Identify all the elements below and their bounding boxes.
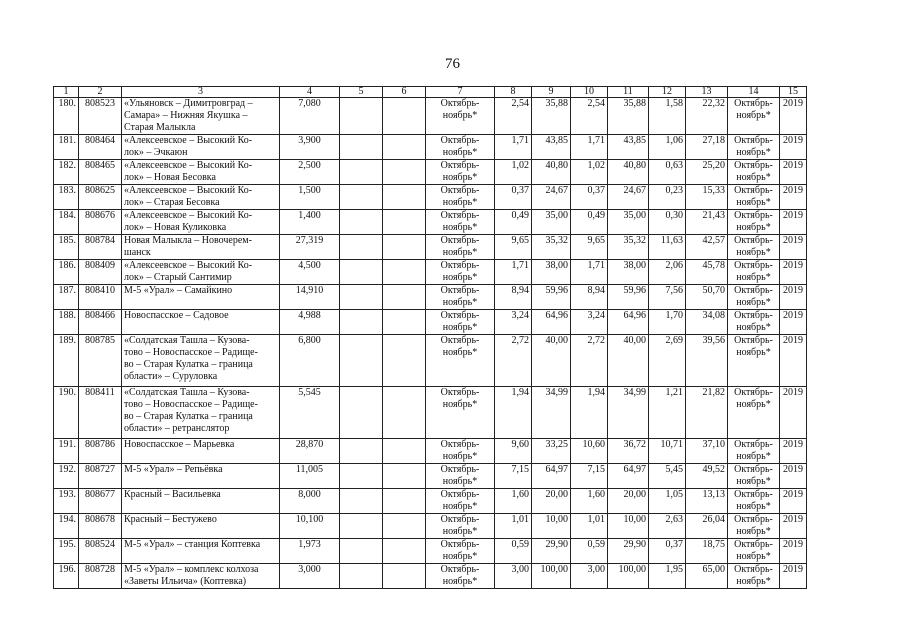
column-header: 13 bbox=[686, 87, 728, 98]
cell-col11: 20,00 bbox=[608, 489, 649, 514]
work-period: Октябрь- ноябрь* bbox=[426, 160, 495, 185]
cell-col10: 3,00 bbox=[571, 564, 608, 589]
cell-col11: 10,00 bbox=[608, 514, 649, 539]
cell-col9: 64,97 bbox=[532, 464, 571, 489]
row-number: 196. bbox=[54, 564, 79, 589]
row-number: 192. bbox=[54, 464, 79, 489]
cell-col12: 11,63 bbox=[649, 235, 686, 260]
cell-col8: 1,60 bbox=[495, 489, 532, 514]
column-header: 1 bbox=[54, 87, 79, 98]
cell-col5 bbox=[340, 439, 383, 464]
cell-col8: 7,15 bbox=[495, 464, 532, 489]
cell-col8: 2,54 bbox=[495, 98, 532, 135]
cell-col10: 1,01 bbox=[571, 514, 608, 539]
cell-col12: 1,05 bbox=[649, 489, 686, 514]
work-period: Октябрь- ноябрь* bbox=[426, 135, 495, 160]
work-period-2: Октябрь- ноябрь* bbox=[728, 98, 780, 135]
year: 2019 bbox=[780, 135, 807, 160]
road-name: «Солдатская Ташла – Кузова- тово – Новоспасское – Радище- во – Старая Кулатка – граница области» – ретранслятор bbox=[122, 387, 280, 439]
cell-col9: 43,85 bbox=[532, 135, 571, 160]
cell-col8: 1,94 bbox=[495, 387, 532, 439]
road-name: Новоспасское – Садовое bbox=[122, 310, 280, 335]
work-period: Октябрь- ноябрь* bbox=[426, 310, 495, 335]
work-period: Октябрь- ноябрь* bbox=[426, 464, 495, 489]
road-length: 10,100 bbox=[280, 514, 340, 539]
cell-col10: 1,02 bbox=[571, 160, 608, 185]
year: 2019 bbox=[780, 387, 807, 439]
year: 2019 bbox=[780, 185, 807, 210]
work-period-2: Октябрь- ноябрь* bbox=[728, 387, 780, 439]
work-period: Октябрь- ноябрь* bbox=[426, 489, 495, 514]
work-period-2: Октябрь- ноябрь* bbox=[728, 439, 780, 464]
cell-col12: 0,37 bbox=[649, 539, 686, 564]
road-length: 4,988 bbox=[280, 310, 340, 335]
road-code: 808411 bbox=[79, 387, 122, 439]
road-code: 808728 bbox=[79, 564, 122, 589]
work-period: Октябрь- ноябрь* bbox=[426, 98, 495, 135]
year: 2019 bbox=[780, 210, 807, 235]
cell-col8: 2,72 bbox=[495, 335, 532, 387]
work-period: Октябрь- ноябрь* bbox=[426, 539, 495, 564]
cell-col8: 9,60 bbox=[495, 439, 532, 464]
cell-col13: 18,75 bbox=[686, 539, 728, 564]
cell-col12: 2,06 bbox=[649, 260, 686, 285]
cell-col12: 0,30 bbox=[649, 210, 686, 235]
cell-col12: 5,45 bbox=[649, 464, 686, 489]
cell-col11: 24,67 bbox=[608, 185, 649, 210]
row-number: 190. bbox=[54, 387, 79, 439]
cell-col10: 10,60 bbox=[571, 439, 608, 464]
cell-col8: 3,24 bbox=[495, 310, 532, 335]
work-period: Октябрь- ноябрь* bbox=[426, 210, 495, 235]
cell-col9: 29,90 bbox=[532, 539, 571, 564]
cell-col12: 0,23 bbox=[649, 185, 686, 210]
road-name: «Ульяновск – Димитровград – Самара» – Нижняя Якушка – Старая Малыкла bbox=[122, 98, 280, 135]
cell-col11: 35,88 bbox=[608, 98, 649, 135]
cell-col6 bbox=[383, 335, 426, 387]
road-name: «Алексеевское – Высокий Ко- лок» – Старая Бесовка bbox=[122, 185, 280, 210]
road-name: Красный – Васильевка bbox=[122, 489, 280, 514]
year: 2019 bbox=[780, 260, 807, 285]
cell-col6 bbox=[383, 235, 426, 260]
cell-col11: 100,00 bbox=[608, 564, 649, 589]
road-length: 4,500 bbox=[280, 260, 340, 285]
road-length: 14,910 bbox=[280, 285, 340, 310]
cell-col9: 35,00 bbox=[532, 210, 571, 235]
table-row bbox=[54, 310, 807, 335]
column-header: 12 bbox=[649, 87, 686, 98]
cell-col9: 64,96 bbox=[532, 310, 571, 335]
year: 2019 bbox=[780, 310, 807, 335]
cell-col11: 35,00 bbox=[608, 210, 649, 235]
cell-col11: 38,00 bbox=[608, 260, 649, 285]
cell-col5 bbox=[340, 210, 383, 235]
table-row bbox=[54, 489, 807, 514]
cell-col13: 45,78 bbox=[686, 260, 728, 285]
row-number: 183. bbox=[54, 185, 79, 210]
road-code: 808464 bbox=[79, 135, 122, 160]
work-period-2: Октябрь- ноябрь* bbox=[728, 135, 780, 160]
cell-col6 bbox=[383, 464, 426, 489]
cell-col10: 8,94 bbox=[571, 285, 608, 310]
cell-col8: 3,00 bbox=[495, 564, 532, 589]
work-period: Октябрь- ноябрь* bbox=[426, 235, 495, 260]
column-header: 5 bbox=[340, 87, 383, 98]
cell-col6 bbox=[383, 564, 426, 589]
cell-col5 bbox=[340, 464, 383, 489]
road-code: 808678 bbox=[79, 514, 122, 539]
road-name: М-5 «Урал» – Репьёвка bbox=[122, 464, 280, 489]
row-number: 184. bbox=[54, 210, 79, 235]
cell-col9: 38,00 bbox=[532, 260, 571, 285]
year: 2019 bbox=[780, 235, 807, 260]
row-number: 189. bbox=[54, 335, 79, 387]
cell-col9: 24,67 bbox=[532, 185, 571, 210]
table-row bbox=[54, 185, 807, 210]
cell-col12: 1,21 bbox=[649, 387, 686, 439]
row-number: 191. bbox=[54, 439, 79, 464]
cell-col6 bbox=[383, 135, 426, 160]
road-length: 1,500 bbox=[280, 185, 340, 210]
table-row bbox=[54, 235, 807, 260]
table-row bbox=[54, 387, 807, 439]
table-row bbox=[54, 98, 807, 135]
road-length: 1,400 bbox=[280, 210, 340, 235]
table-row bbox=[54, 539, 807, 564]
road-length: 3,900 bbox=[280, 135, 340, 160]
road-code: 808524 bbox=[79, 539, 122, 564]
cell-col8: 0,49 bbox=[495, 210, 532, 235]
cell-col8: 0,37 bbox=[495, 185, 532, 210]
year: 2019 bbox=[780, 285, 807, 310]
cell-col13: 50,70 bbox=[686, 285, 728, 310]
road-length: 28,870 bbox=[280, 439, 340, 464]
cell-col6 bbox=[383, 387, 426, 439]
year: 2019 bbox=[780, 539, 807, 564]
year: 2019 bbox=[780, 564, 807, 589]
cell-col5 bbox=[340, 539, 383, 564]
cell-col10: 3,24 bbox=[571, 310, 608, 335]
road-code: 808727 bbox=[79, 464, 122, 489]
cell-col5 bbox=[340, 310, 383, 335]
cell-col8: 0,59 bbox=[495, 539, 532, 564]
cell-col12: 1,70 bbox=[649, 310, 686, 335]
work-period: Октябрь- ноябрь* bbox=[426, 260, 495, 285]
cell-col5 bbox=[340, 98, 383, 135]
cell-col5 bbox=[340, 564, 383, 589]
work-period-2: Октябрь- ноябрь* bbox=[728, 564, 780, 589]
road-code: 808523 bbox=[79, 98, 122, 135]
cell-col10: 1,71 bbox=[571, 135, 608, 160]
cell-col12: 1,95 bbox=[649, 564, 686, 589]
table-row bbox=[54, 160, 807, 185]
table-row bbox=[54, 464, 807, 489]
road-length: 8,000 bbox=[280, 489, 340, 514]
column-header: 8 bbox=[495, 87, 532, 98]
table-row bbox=[54, 335, 807, 387]
cell-col6 bbox=[383, 185, 426, 210]
cell-col6 bbox=[383, 514, 426, 539]
work-period: Октябрь- ноябрь* bbox=[426, 335, 495, 387]
cell-col10: 1,71 bbox=[571, 260, 608, 285]
cell-col6 bbox=[383, 210, 426, 235]
cell-col11: 40,80 bbox=[608, 160, 649, 185]
column-header: 10 bbox=[571, 87, 608, 98]
road-code: 808466 bbox=[79, 310, 122, 335]
work-period-2: Октябрь- ноябрь* bbox=[728, 185, 780, 210]
cell-col8: 9,65 bbox=[495, 235, 532, 260]
work-period-2: Октябрь- ноябрь* bbox=[728, 260, 780, 285]
road-name: «Алексеевское – Высокий Ко- лок» – Новая Бесовка bbox=[122, 160, 280, 185]
row-number: 180. bbox=[54, 98, 79, 135]
cell-col5 bbox=[340, 387, 383, 439]
column-header: 7 bbox=[426, 87, 495, 98]
cell-col9: 40,00 bbox=[532, 335, 571, 387]
road-name: «Алексеевское – Высокий Ко- лок» – Новая Куликовка bbox=[122, 210, 280, 235]
column-header: 11 bbox=[608, 87, 649, 98]
row-number: 187. bbox=[54, 285, 79, 310]
work-period: Октябрь- ноябрь* bbox=[426, 387, 495, 439]
road-name: «Алексеевское – Высокий Ко- лок» – Эчкаюн bbox=[122, 135, 280, 160]
cell-col6 bbox=[383, 98, 426, 135]
year: 2019 bbox=[780, 335, 807, 387]
cell-col10: 9,65 bbox=[571, 235, 608, 260]
cell-col13: 21,43 bbox=[686, 210, 728, 235]
column-header: 14 bbox=[728, 87, 780, 98]
table-row bbox=[54, 210, 807, 235]
road-code: 808625 bbox=[79, 185, 122, 210]
column-header: 4 bbox=[280, 87, 340, 98]
road-code: 808786 bbox=[79, 439, 122, 464]
cell-col11: 29,90 bbox=[608, 539, 649, 564]
cell-col6 bbox=[383, 160, 426, 185]
cell-col9: 10,00 bbox=[532, 514, 571, 539]
cell-col12: 2,63 bbox=[649, 514, 686, 539]
table-row bbox=[54, 439, 807, 464]
cell-col9: 100,00 bbox=[532, 564, 571, 589]
road-name: М-5 «Урал» – станция Коптевка bbox=[122, 539, 280, 564]
work-period-2: Октябрь- ноябрь* bbox=[728, 514, 780, 539]
cell-col12: 7,56 bbox=[649, 285, 686, 310]
cell-col8: 1,02 bbox=[495, 160, 532, 185]
row-number: 182. bbox=[54, 160, 79, 185]
work-period-2: Октябрь- ноябрь* bbox=[728, 235, 780, 260]
work-period-2: Октябрь- ноябрь* bbox=[728, 539, 780, 564]
table-row bbox=[54, 564, 807, 589]
cell-col13: 65,00 bbox=[686, 564, 728, 589]
road-code: 808410 bbox=[79, 285, 122, 310]
cell-col5 bbox=[340, 489, 383, 514]
cell-col13: 21,82 bbox=[686, 387, 728, 439]
cell-col13: 49,52 bbox=[686, 464, 728, 489]
row-number: 195. bbox=[54, 539, 79, 564]
cell-col9: 35,88 bbox=[532, 98, 571, 135]
road-code: 808677 bbox=[79, 489, 122, 514]
road-name: М-5 «Урал» – Самайкино bbox=[122, 285, 280, 310]
cell-col13: 25,20 bbox=[686, 160, 728, 185]
year: 2019 bbox=[780, 464, 807, 489]
road-code: 808784 bbox=[79, 235, 122, 260]
cell-col9: 40,80 bbox=[532, 160, 571, 185]
row-number: 186. bbox=[54, 260, 79, 285]
work-period-2: Октябрь- ноябрь* bbox=[728, 285, 780, 310]
road-name: Красный – Бестужево bbox=[122, 514, 280, 539]
cell-col12: 1,58 bbox=[649, 98, 686, 135]
work-period-2: Октябрь- ноябрь* bbox=[728, 489, 780, 514]
road-name: «Алексеевское – Высокий Ко- лок» – Старый Сантимир bbox=[122, 260, 280, 285]
cell-col10: 2,72 bbox=[571, 335, 608, 387]
column-header: 2 bbox=[79, 87, 122, 98]
cell-col13: 42,57 bbox=[686, 235, 728, 260]
cell-col6 bbox=[383, 539, 426, 564]
cell-col8: 1,01 bbox=[495, 514, 532, 539]
cell-col6 bbox=[383, 439, 426, 464]
cell-col12: 1,06 bbox=[649, 135, 686, 160]
work-period-2: Октябрь- ноябрь* bbox=[728, 464, 780, 489]
table-row bbox=[54, 135, 807, 160]
row-number: 193. bbox=[54, 489, 79, 514]
page-number: 76 bbox=[445, 56, 460, 72]
road-length: 2,500 bbox=[280, 160, 340, 185]
cell-col12: 10,71 bbox=[649, 439, 686, 464]
cell-col13: 39,56 bbox=[686, 335, 728, 387]
cell-col8: 1,71 bbox=[495, 260, 532, 285]
cell-col10: 1,94 bbox=[571, 387, 608, 439]
cell-col10: 7,15 bbox=[571, 464, 608, 489]
cell-col12: 0,63 bbox=[649, 160, 686, 185]
cell-col9: 34,99 bbox=[532, 387, 571, 439]
column-header: 3 bbox=[122, 87, 280, 98]
road-length: 1,973 bbox=[280, 539, 340, 564]
year: 2019 bbox=[780, 514, 807, 539]
cell-col8: 8,94 bbox=[495, 285, 532, 310]
work-period-2: Октябрь- ноябрь* bbox=[728, 310, 780, 335]
road-code: 808465 bbox=[79, 160, 122, 185]
cell-col13: 26,04 bbox=[686, 514, 728, 539]
work-period: Октябрь- ноябрь* bbox=[426, 564, 495, 589]
cell-col9: 33,25 bbox=[532, 439, 571, 464]
work-period-2: Октябрь- ноябрь* bbox=[728, 210, 780, 235]
cell-col5 bbox=[340, 185, 383, 210]
road-code: 808676 bbox=[79, 210, 122, 235]
road-length: 6,800 bbox=[280, 335, 340, 387]
cell-col10: 1,60 bbox=[571, 489, 608, 514]
road-length: 3,000 bbox=[280, 564, 340, 589]
cell-col13: 15,33 bbox=[686, 185, 728, 210]
table-row bbox=[54, 514, 807, 539]
cell-col13: 27,18 bbox=[686, 135, 728, 160]
row-number: 194. bbox=[54, 514, 79, 539]
cell-col11: 34,99 bbox=[608, 387, 649, 439]
road-name: «Солдатская Ташла – Кузова- тово – Новоспасское – Радище- во – Старая Кулатка – граница области» – Суруловка bbox=[122, 335, 280, 387]
cell-col11: 43,85 bbox=[608, 135, 649, 160]
cell-col5 bbox=[340, 285, 383, 310]
cell-col5 bbox=[340, 335, 383, 387]
cell-col11: 36,72 bbox=[608, 439, 649, 464]
cell-col13: 34,08 bbox=[686, 310, 728, 335]
cell-col5 bbox=[340, 160, 383, 185]
cell-col11: 64,96 bbox=[608, 310, 649, 335]
cell-col10: 0,37 bbox=[571, 185, 608, 210]
work-period: Октябрь- ноябрь* bbox=[426, 285, 495, 310]
column-header: 6 bbox=[383, 87, 426, 98]
road-length: 5,545 bbox=[280, 387, 340, 439]
cell-col6 bbox=[383, 260, 426, 285]
cell-col13: 13,13 bbox=[686, 489, 728, 514]
road-name: Новоспасское – Марьевка bbox=[122, 439, 280, 464]
table-body bbox=[54, 98, 807, 589]
cell-col8: 1,71 bbox=[495, 135, 532, 160]
road-code: 808785 bbox=[79, 335, 122, 387]
year: 2019 bbox=[780, 439, 807, 464]
row-number: 185. bbox=[54, 235, 79, 260]
row-number: 181. bbox=[54, 135, 79, 160]
road-length: 7,080 bbox=[280, 98, 340, 135]
cell-col5 bbox=[340, 260, 383, 285]
cell-col11: 64,97 bbox=[608, 464, 649, 489]
road-length: 11,005 bbox=[280, 464, 340, 489]
row-number: 188. bbox=[54, 310, 79, 335]
cell-col12: 2,69 bbox=[649, 335, 686, 387]
work-period: Октябрь- ноябрь* bbox=[426, 185, 495, 210]
work-period: Октябрь- ноябрь* bbox=[426, 514, 495, 539]
cell-col11: 40,00 bbox=[608, 335, 649, 387]
work-period-2: Октябрь- ноябрь* bbox=[728, 160, 780, 185]
road-name: М-5 «Урал» – комплекс колхоза «Заветы Ильича» (Коптевка) bbox=[122, 564, 280, 589]
cell-col11: 59,96 bbox=[608, 285, 649, 310]
table-row bbox=[54, 285, 807, 310]
data-table bbox=[53, 86, 807, 589]
cell-col9: 59,96 bbox=[532, 285, 571, 310]
year: 2019 bbox=[780, 160, 807, 185]
cell-col9: 20,00 bbox=[532, 489, 571, 514]
work-period: Октябрь- ноябрь* bbox=[426, 439, 495, 464]
cell-col6 bbox=[383, 285, 426, 310]
cell-col10: 0,49 bbox=[571, 210, 608, 235]
cell-col11: 35,32 bbox=[608, 235, 649, 260]
cell-col10: 0,59 bbox=[571, 539, 608, 564]
cell-col5 bbox=[340, 514, 383, 539]
cell-col5 bbox=[340, 135, 383, 160]
cell-col5 bbox=[340, 235, 383, 260]
column-header: 9 bbox=[532, 87, 571, 98]
cell-col13: 37,10 bbox=[686, 439, 728, 464]
year: 2019 bbox=[780, 98, 807, 135]
cell-col10: 2,54 bbox=[571, 98, 608, 135]
road-name: Новая Малыкла – Новочерем- шанск bbox=[122, 235, 280, 260]
cell-col6 bbox=[383, 310, 426, 335]
road-length: 27,319 bbox=[280, 235, 340, 260]
cell-col13: 22,32 bbox=[686, 98, 728, 135]
road-code: 808409 bbox=[79, 260, 122, 285]
header-row bbox=[54, 87, 807, 98]
column-header: 15 bbox=[780, 87, 807, 98]
cell-col6 bbox=[383, 489, 426, 514]
cell-col9: 35,32 bbox=[532, 235, 571, 260]
year: 2019 bbox=[780, 489, 807, 514]
table-row bbox=[54, 260, 807, 285]
work-period-2: Октябрь- ноябрь* bbox=[728, 335, 780, 387]
